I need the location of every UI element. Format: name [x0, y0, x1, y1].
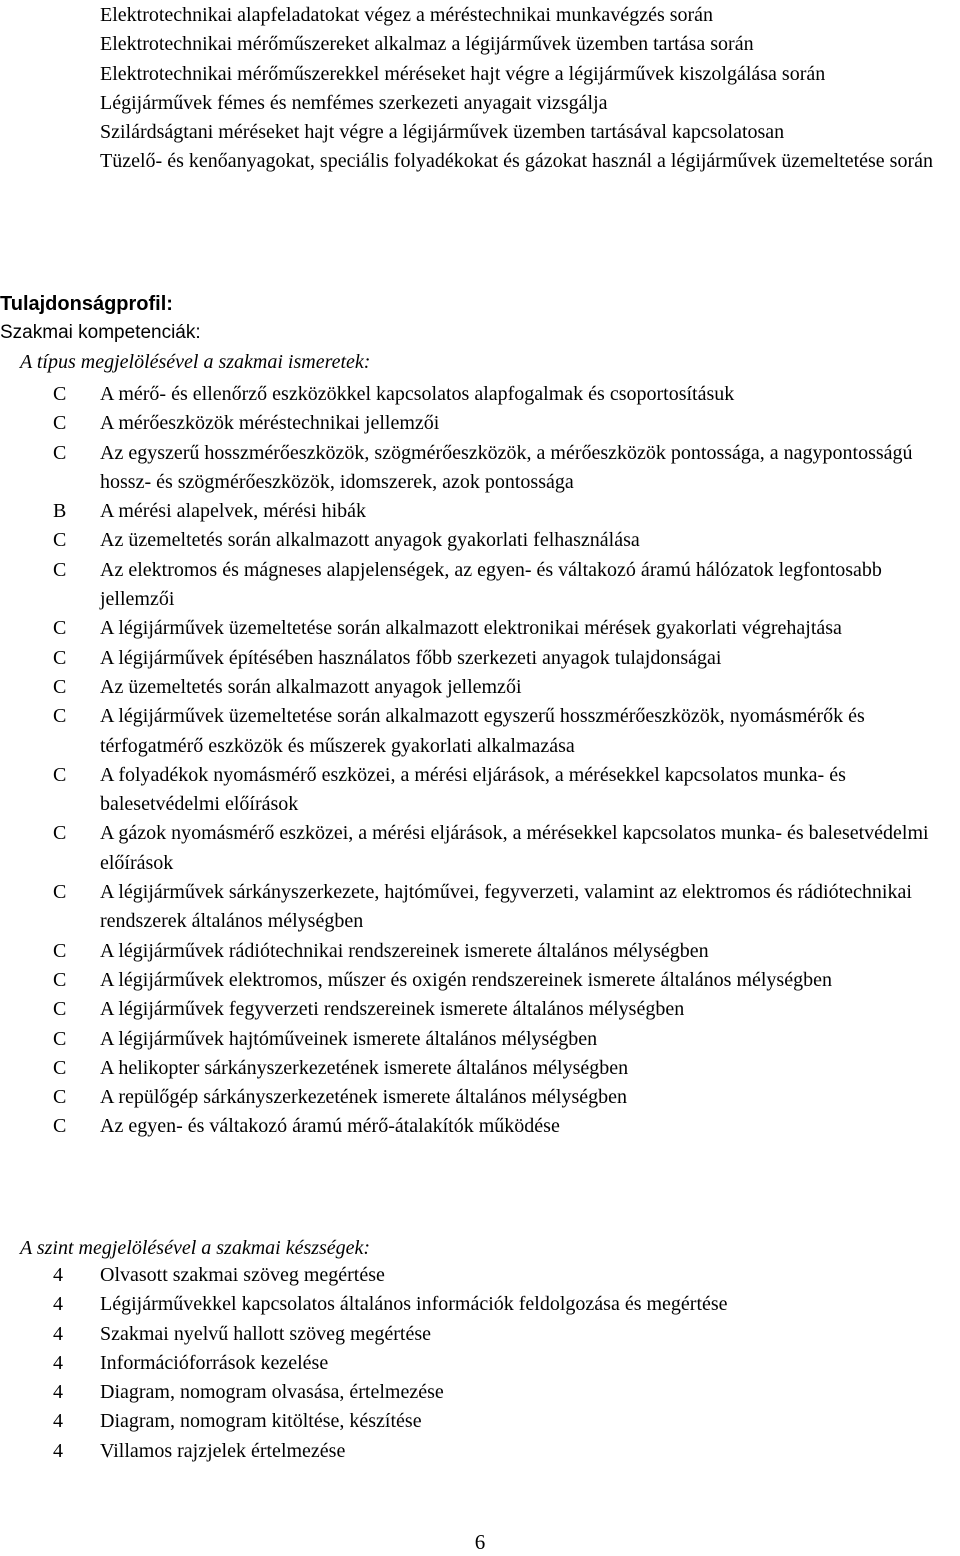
- list-item: [0, 526, 960, 555]
- item-text: A légijárművek sárkányszerkezete, hajtóművei, fegyverzeti, valamint az elektromos és rádiótechnikai rendszerek általános mélységben: [100, 881, 912, 933]
- type-code: C: [53, 763, 67, 786]
- level-code: 4: [53, 1293, 63, 1316]
- type-code: B: [53, 500, 67, 523]
- item-text: A mérési alapelvek, mérési hibák: [100, 500, 367, 523]
- type-code: C: [53, 822, 67, 845]
- item-text: A légijárművek üzemeltetése során alkalmazott egyszerű hosszmérőeszközök, nyomásmérők és térfogatmérő eszközök és műszerek gyakorlati alkalmazása: [100, 705, 865, 757]
- item-text: Diagram, nomogram kitöltése, készítése: [100, 1410, 422, 1433]
- profile-heading: Tulajdonságprofil:: [0, 293, 173, 315]
- item-text: Szakmai nyelvű hallott szöveg megértése: [100, 1322, 432, 1345]
- type-code: C: [53, 1056, 67, 1079]
- task-item: Szilárdságtani méréseket hajt végre a légijárművek üzemben tartásával kapcsolatosan: [100, 121, 785, 144]
- list-item: [0, 1083, 960, 1112]
- list-item: [0, 380, 960, 409]
- item-text: A légijárművek rádiótechnikai rendszereinek ismerete általános mélységben: [100, 939, 709, 962]
- knowledge-list: [0, 380, 960, 1142]
- type-code: C: [53, 881, 67, 904]
- list-item: [0, 966, 960, 995]
- item-text: Az egyen- és váltakozó áramú mérő-átalakítók működése: [100, 1115, 560, 1138]
- list-item: [0, 1407, 960, 1436]
- item-text: A légijárművek fegyverzeti rendszereinek ismerete általános mélységben: [100, 998, 685, 1021]
- type-code: C: [53, 617, 67, 640]
- item-text: A gázok nyomásmérő eszközei, a mérési eljárások, a mérésekkel kapcsolatos munka- és balesetvédelmi előírások: [100, 822, 929, 874]
- item-text: A légijárművek építésében használatos főbb szerkezeti anyagok tulajdonságai: [100, 646, 722, 669]
- list-item: [0, 937, 960, 966]
- type-code: C: [53, 1115, 67, 1138]
- list-item: [0, 1349, 960, 1378]
- task-item: Elektrotechnikai mérőműszerekkel méréseket hajt végre a légijárművek kiszolgálása során: [100, 62, 826, 85]
- list-item: [0, 1054, 960, 1083]
- list-item: [0, 409, 960, 438]
- item-text: Villamos rajzjelek értelmezése: [100, 1439, 346, 1462]
- item-text: A mérő- és ellenőrző eszközökkel kapcsolatos alapfogalmak és csoportosításuk: [100, 383, 735, 405]
- list-item: [0, 761, 960, 820]
- type-code: C: [53, 529, 67, 552]
- list-item: [0, 614, 960, 643]
- knowledge-section-title: A típus megjelölésével a szakmai ismeretek:: [20, 351, 371, 373]
- list-item: [0, 878, 960, 937]
- item-text: A mérőeszközök méréstechnikai jellemzői: [100, 412, 440, 435]
- level-code: 4: [53, 1410, 63, 1433]
- task-item: Tüzelő- és kenőanyagokat, speciális folyadékokat és gázokat használ a légijárművek üzemeltetése során: [100, 150, 933, 173]
- competency-subheading: Szakmai kompetenciák:: [0, 322, 201, 343]
- level-code: 4: [53, 1381, 63, 1404]
- item-text: A légijárművek elektromos, műszer és oxigén rendszereinek ismerete általános mélységben: [100, 968, 832, 991]
- level-code: 4: [53, 1322, 63, 1345]
- level-code: 4: [53, 1264, 63, 1286]
- list-item: [0, 702, 960, 761]
- type-code: C: [53, 412, 67, 435]
- item-text: Információforrások kezelése: [100, 1351, 329, 1374]
- level-code: 4: [53, 1439, 63, 1462]
- item-text: Az üzemeltetés során alkalmazott anyagok gyakorlati felhasználása: [100, 529, 640, 552]
- list-item: [0, 556, 960, 615]
- task-item: Elektrotechnikai alapfeladatokat végez a méréstechnikai munkavégzés során: [100, 4, 714, 26]
- task-item: Elektrotechnikai mérőműszereket alkalmaz a légijárművek üzemben tartása során: [100, 33, 754, 56]
- item-text: A folyadékok nyomásmérő eszközei, a mérési eljárások, a mérésekkel kapcsolatos munka- és balesetvédelmi előírások: [100, 763, 846, 816]
- type-code: C: [53, 705, 67, 728]
- type-code: C: [53, 558, 67, 581]
- list-item: [0, 995, 960, 1024]
- list-item: [0, 1378, 960, 1407]
- skills-list: [0, 1261, 960, 1466]
- list-item: [0, 1261, 960, 1290]
- type-code: C: [53, 1027, 67, 1050]
- list-item: [0, 819, 960, 878]
- list-item: [0, 1437, 960, 1466]
- item-text: Az egyszerű hosszmérőeszközök, szögmérőeszközök, a mérőeszközök pontossága, a nagypontosságú hossz- és szögmérőeszközök, idomszerek, azok pontossága: [100, 441, 913, 493]
- list-item: [0, 1320, 960, 1349]
- task-item: Légijárművek fémes és nemfémes szerkezeti anyagait vizsgálja: [100, 91, 608, 114]
- item-text: Olvasott szakmai szöveg megértése: [100, 1264, 385, 1286]
- task-list: [100, 1, 955, 177]
- type-code: C: [53, 383, 67, 405]
- type-code: C: [53, 1086, 67, 1109]
- page-number: 6: [474, 1530, 486, 1554]
- list-item: [0, 1025, 960, 1054]
- item-text: A légijárművek üzemeltetése során alkalmazott elektronikai mérések gyakorlati végrehajtása: [100, 617, 842, 640]
- list-item: [0, 439, 960, 498]
- item-text: Légijárművekkel kapcsolatos általános információk feldolgozása és megértése: [100, 1293, 728, 1316]
- item-text: Diagram, nomogram olvasása, értelmezése: [100, 1381, 444, 1404]
- item-text: A helikopter sárkányszerkezetének ismerete általános mélységben: [100, 1056, 629, 1079]
- item-text: A légijárművek hajtóműveinek ismerete általános mélységben: [100, 1027, 598, 1050]
- type-code: C: [53, 441, 67, 464]
- type-code: C: [53, 675, 67, 698]
- type-code: C: [53, 968, 67, 991]
- skills-section-title: A szint megjelölésével a szakmai készségek:: [20, 1237, 371, 1259]
- type-code: C: [53, 998, 67, 1021]
- level-code: 4: [53, 1351, 63, 1374]
- list-item: [0, 1112, 960, 1141]
- item-text: A repülőgép sárkányszerkezetének ismerete általános mélységben: [100, 1086, 628, 1109]
- type-code: C: [53, 939, 67, 962]
- type-code: C: [53, 646, 67, 669]
- list-item: [0, 1290, 960, 1319]
- item-text: Az elektromos és mágneses alapjelenségek, az egyen- és váltakozó áramú hálózatok legfontosabb jellemzői: [100, 558, 882, 611]
- list-item: [0, 644, 960, 673]
- list-item: [0, 673, 960, 702]
- item-text: Az üzemeltetés során alkalmazott anyagok jellemzői: [100, 675, 522, 698]
- list-item: [0, 497, 960, 526]
